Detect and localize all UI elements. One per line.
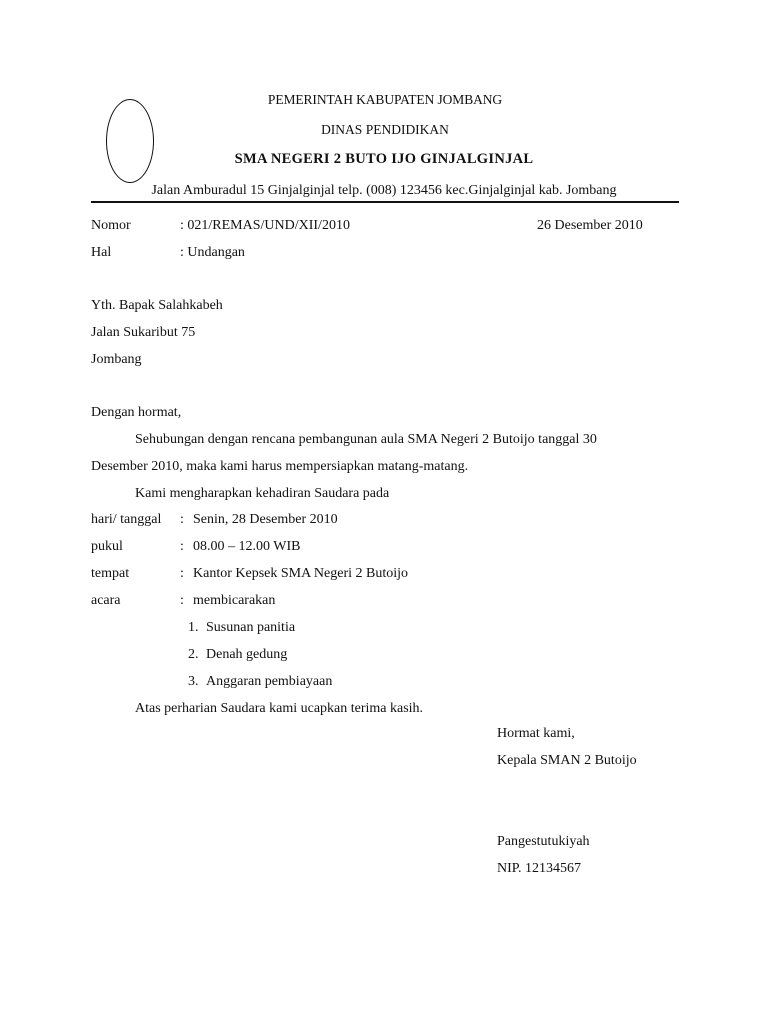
header-department: DINAS PENDIDIKAN xyxy=(321,122,449,137)
recipient-street: Jalan Sukaribut 75 xyxy=(91,325,196,340)
detail-value-time: 08.00 – 12.00 WIB xyxy=(193,539,301,554)
paragraph-2: Kami mengharapkan kehadiran Saudara pada xyxy=(135,486,390,501)
recipient-name: Yth. Bapak Salahkabeh xyxy=(91,298,223,313)
header-divider xyxy=(91,201,679,203)
detail-label-day: hari/ tanggal xyxy=(91,512,162,527)
signature-position: Kepala SMAN 2 Butoijo xyxy=(497,753,637,768)
letter-date: 26 Desember 2010 xyxy=(537,218,643,233)
detail-value-day: Senin, 28 Desember 2010 xyxy=(193,512,338,527)
greeting: Dengan hormat, xyxy=(91,405,182,420)
agenda-item-number: 1. xyxy=(188,620,199,635)
closing-sentence: Atas perharian Saudara kami ucapkan terima kasih. xyxy=(135,701,424,716)
agenda-item-text: Susunan panitia xyxy=(206,620,296,635)
detail-sep-agenda: : xyxy=(180,593,184,608)
hal-label: Hal xyxy=(91,245,112,260)
detail-sep-time: : xyxy=(180,539,184,554)
agenda-item-number: 2. xyxy=(188,647,199,662)
detail-sep-place: : xyxy=(180,566,184,581)
signature-name: Pangestutukiyah xyxy=(497,834,590,849)
recipient-city: Jombang xyxy=(91,352,142,367)
agenda-item-text: Denah gedung xyxy=(206,647,288,662)
signature-salutation: Hormat kami, xyxy=(497,726,575,741)
paragraph-1-line-2: Desember 2010, maka kami harus mempersiapkan matang-matang. xyxy=(91,459,469,474)
paragraph-1-line-1: Sehubungan dengan rencana pembangunan aula SMA Negeri 2 Butoijo tanggal 30 xyxy=(135,432,597,447)
nomor-value: : 021/REMAS/UND/XII/2010 xyxy=(180,218,350,233)
logo-placeholder-oval xyxy=(106,99,154,183)
detail-value-place: Kantor Kepsek SMA Negeri 2 Butoijo xyxy=(193,566,409,581)
detail-label-place: tempat xyxy=(91,566,130,581)
header-government: PEMERINTAH KABUPATEN JOMBANG xyxy=(267,92,503,107)
agenda-item-number: 3. xyxy=(188,674,199,689)
hal-value: : Undangan xyxy=(180,245,245,260)
detail-label-agenda: acara xyxy=(91,593,121,608)
detail-sep-day: : xyxy=(180,512,184,527)
agenda-item-text: Anggaran pembiayaan xyxy=(206,674,333,689)
header-school-name: SMA NEGERI 2 BUTO IJO GINJALGINJAL xyxy=(234,151,534,167)
detail-value-agenda: membicarakan xyxy=(193,593,276,608)
nomor-label: Nomor xyxy=(91,218,131,233)
header-address: Jalan Amburadul 15 Ginjalginjal telp. (008) 123456 kec.Ginjalginjal kab. Jombang xyxy=(151,183,617,198)
detail-label-time: pukul xyxy=(91,539,123,554)
signature-nip: NIP. 12134567 xyxy=(497,861,582,876)
